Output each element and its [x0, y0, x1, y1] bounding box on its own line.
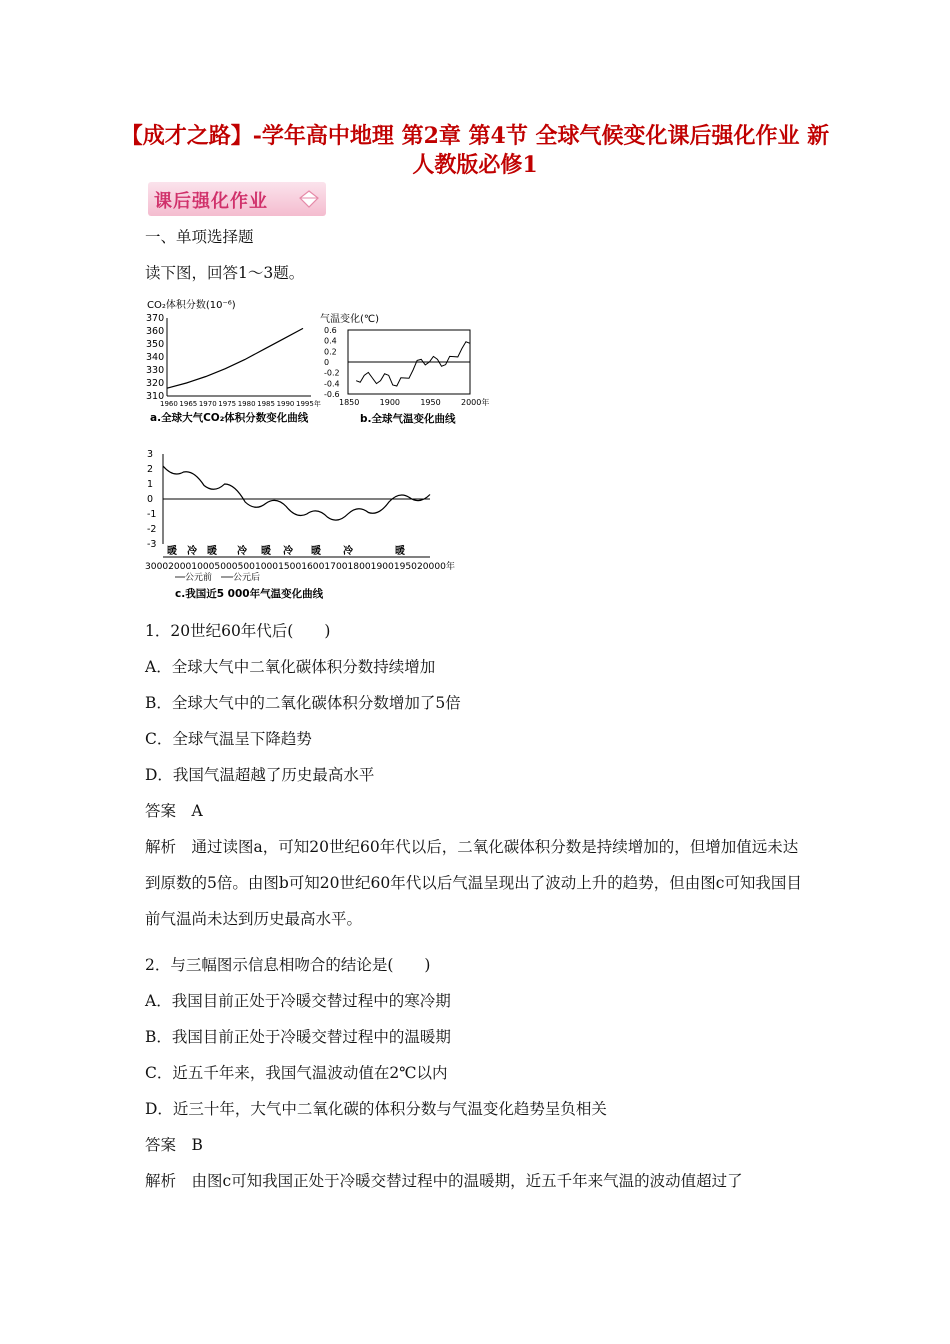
- fig-a-ylabel: CO₂体积分数(10⁻⁶): [147, 300, 236, 311]
- figure-c-china-temperature-chart: [145, 444, 465, 604]
- fig-b-xtick-label: 2000年: [461, 398, 490, 407]
- fig-c-period-label: 暖: [261, 546, 271, 557]
- fig-b-ytick-label: 0: [324, 358, 330, 367]
- fig-a-xtick-label: 1965: [179, 400, 198, 408]
- fig-a-xtick-label: 1975: [218, 400, 237, 408]
- question-2-option-d: D．近三十年，大气中二氧化碳的体积分数与气温变化趋势呈负相关: [145, 1100, 607, 1118]
- document-title: 【成才之路】-学年高中地理 第2章 第4节 全球气候变化课后强化作业 新人教版必修1: [120, 123, 830, 178]
- fig-b-xtick-label: 1900: [379, 398, 401, 407]
- fig-b-ytick-label: -0.2: [324, 368, 340, 378]
- fig-c-ytick-label: 3: [147, 449, 154, 460]
- fig-c-xaxis: 3000200010005000500100015001600170018001900195020000年: [145, 562, 452, 572]
- fig-a-xtick-label: 1990: [276, 400, 295, 408]
- question-1-stem: 1．20世纪60年代后( ): [145, 622, 331, 640]
- figure-a-co2-chart: [145, 296, 321, 426]
- fig-c-period-label: 暖: [167, 546, 177, 557]
- fig-b-ytick-label: -0.4: [324, 379, 340, 389]
- fig-c-period-label: 暖: [311, 546, 321, 557]
- fig-c-period-label: 冷: [283, 546, 293, 557]
- section-banner: [148, 182, 326, 216]
- fig-a-xtick-label: 1960: [160, 400, 178, 408]
- fig-b-ylabel: 气温变化(℃): [320, 314, 380, 325]
- fig-c-period-label: 暖: [207, 546, 217, 557]
- question-1-option-c: C．全球气温呈下降趋势: [145, 730, 312, 748]
- fig-c-ytick-label: 0: [147, 494, 154, 505]
- fig-c-ytick-label: -1: [147, 509, 157, 520]
- fig-a-xtick-label: 1980: [237, 400, 256, 408]
- fig-b-xtick-label: 1950: [420, 398, 441, 407]
- fig-c-ytick-label: 2: [147, 464, 154, 475]
- fig-a-xtick-label: 1985: [257, 400, 275, 408]
- question-2-analysis: 解析 由图c可知我国正处于冷暖交替过程中的温暖期，近五千年来气温的波动值超过了: [145, 1172, 743, 1190]
- question-1-option-a: A．全球大气中二氧化碳体积分数持续增加: [145, 658, 436, 676]
- question-1-option-d: D．我国气温超越了历史最高水平: [145, 766, 375, 784]
- fig-a-xtick-label: 1995年: [296, 400, 321, 408]
- fig-a-xtick-label: 1970: [198, 400, 217, 408]
- question-1-analysis: 解析 通过读图a，可知20世纪60年代以后，二氧化碳体积分数是持续增加的，但增加值远未达到原数的5倍。由图b可知20世纪60年代以后气温呈现出了波动上升的趋势，但由图c可知我国目前气温尚未达到历史最高水平。: [145, 838, 802, 928]
- fig-b-caption: b.全球气温变化曲线: [360, 413, 456, 425]
- question-2-option-c: C．近五千年来，我国气温波动值在2℃以内: [145, 1064, 448, 1082]
- fig-b-ytick-label: -0.6: [324, 390, 340, 399]
- fig-a-caption: a.全球大气CO₂体积分数变化曲线: [150, 412, 309, 424]
- figure-b-temperature-chart: [318, 310, 488, 426]
- fig-c-ytick-label: 1: [147, 479, 154, 490]
- fig-a-ytick-label: 310: [146, 391, 165, 402]
- fig-c-period-label: 冷: [237, 546, 247, 557]
- fig-a-series-line: [167, 328, 303, 388]
- diamond-icon: [298, 188, 320, 210]
- fig-c-ytick-label: -3: [147, 539, 157, 550]
- fig-c-era-after: 公元后: [233, 573, 261, 583]
- fig-a-ytick-label: 340: [146, 352, 165, 363]
- fig-b-xtick-label: 1850: [339, 398, 360, 407]
- fig-b-ytick-label: 0.4: [324, 336, 337, 346]
- intro-text: 读下图，回答1～3题。: [145, 264, 305, 282]
- fig-b-series-line: [356, 342, 470, 386]
- question-2-option-a: A．我国目前正处于冷暖交替过程中的寒冷期: [145, 992, 451, 1010]
- fig-c-series-line: [163, 466, 430, 520]
- fig-a-ytick-label: 350: [146, 339, 165, 350]
- fig-c-period-label: 冷: [343, 546, 353, 557]
- fig-b-ytick-label: 0.2: [324, 347, 337, 357]
- fig-c-period-label: 冷: [187, 546, 197, 557]
- fig-c-ytick-label: -2: [147, 524, 157, 535]
- question-2-answer: 答案 B: [145, 1136, 203, 1154]
- banner-label: 课后强化作业: [154, 191, 268, 212]
- fig-c-era-before: 公元前: [185, 573, 213, 583]
- question-1-answer: 答案 A: [145, 802, 203, 820]
- question-2-stem: 2．与三幅图示信息相吻合的结论是( ): [145, 956, 431, 974]
- fig-a-ytick-label: 320: [146, 378, 165, 389]
- fig-a-ytick-label: 360: [146, 326, 165, 337]
- fig-b-ytick-label: 0.6: [324, 326, 337, 335]
- question-2-option-b: B．我国目前正处于冷暖交替过程中的温暖期: [145, 1028, 451, 1046]
- fig-c-caption: c.我国近5 000年气温变化曲线: [175, 588, 324, 600]
- fig-a-ytick-label: 370: [146, 313, 165, 324]
- question-1-option-b: B．全球大气中的二氧化碳体积分数增加了5倍: [145, 694, 461, 712]
- fig-a-ytick-label: 330: [146, 365, 165, 376]
- fig-c-period-label: 暖: [395, 546, 405, 557]
- section-heading: 一、单项选择题: [145, 228, 254, 246]
